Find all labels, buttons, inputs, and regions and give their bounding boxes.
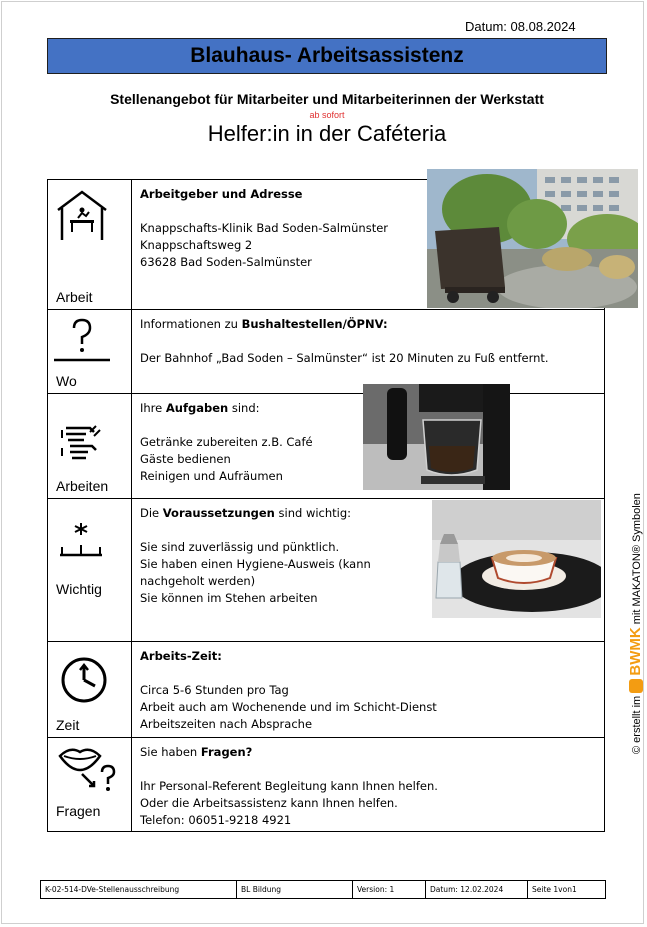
text-cell-zeit [132,642,604,737]
requirement-2: Sie haben einen Hygiene-Ausweis (kann [140,557,371,571]
ab-sofort-note: ab sofort [309,110,345,120]
question-location-icon [52,316,112,364]
heading-arbeit: Arbeitgeber und Adresse [140,187,303,201]
clinic-photo [427,169,638,308]
footer-page: Seite 1von1 [532,885,577,894]
icon-cell-arbeit [48,180,132,309]
heading-wichtig: Die Voraussetzungen sind wichtig: [140,506,352,520]
task-3: Reinigen und Aufräumen [140,469,283,483]
footer-version: Version: 1 [353,881,426,898]
requirement-1: Sie sind zuverlässig und pünktlich. [140,540,340,554]
hours-1: Circa 5-6 Stunden pro Tag [140,683,289,697]
transport-info: Der Bahnhof „Bad Soden – Salmünster“ ist 20 Minuten zu Fuß entfernt. [140,351,549,365]
task-1: Getränke zubereiten z.B. Café [140,435,313,449]
hours-2: Arbeit auch am Wochenende und im Schicht-Dienst [140,700,437,714]
bwmk-logo-icon [629,679,643,693]
address-line-1: Knappschafts-Klinik Bad Soden-Salmünster [140,221,389,235]
coffee-cup-photo [432,500,601,618]
important-icon [56,521,106,561]
icon-label-wo: Wo [56,373,77,389]
requirement-3: Sie können im Stehen arbeiten [140,591,318,605]
heading-wo: Informationen zu Bushaltestellen/ÖPNV: [140,317,388,331]
icon-label-arbeiten: Arbeiten [56,478,109,494]
icon-label-fragen: Fragen [56,803,101,819]
row-wo [48,310,604,394]
heading-fragen: Sie haben Fragen? [140,745,253,759]
contact-phone: Telefon: 06051-9218 4921 [140,813,292,827]
icon-cell-wo [48,310,132,393]
contact-2: Oder die Arbeitsassistenz kann Ihnen helfen. [140,796,398,810]
text-cell-wo [132,310,604,393]
workplace-icon [54,188,110,244]
icon-label-wichtig: Wichtig [56,581,102,597]
heading-zeit: Arbeits-Zeit: [140,649,222,663]
working-hands-icon [60,420,104,464]
document-date: Datum: 08.08.2024 [465,19,576,34]
hours-3: Arbeitszeiten nach Absprache [140,717,313,731]
side-note-text: © erstellt im BWMK mit MAKATON® Symbolen [627,493,644,754]
requirement-2-cont: nachgeholt werden) [140,574,256,588]
coffee-machine-photo [363,384,510,490]
icon-cell-arbeiten [48,394,132,498]
row-zeit [48,642,604,738]
row-arbeiten [48,394,604,499]
bwmk-brand: BWMK [627,627,644,676]
text-cell-fragen [132,738,604,831]
job-title: Helfer:in in der Caféteria [207,121,447,146]
icon-label-zeit: Zeit [56,717,80,733]
subtitle: Stellenangebot für Mitarbeiter und Mitarbeiterinnen der Werkstatt [110,91,544,107]
title-bar: Blauhaus- Arbeitsassistenz [47,38,607,74]
side-note [612,484,642,754]
icon-cell-wichtig [48,499,132,641]
row-fragen [48,738,604,831]
clock-icon [60,656,108,704]
heading-arbeiten: Ihre Aufgaben sind: [140,401,260,415]
icon-cell-fragen [48,738,132,831]
footer-date: Datum: 12.02.2024 [426,881,528,898]
address-line-3: 63628 Bad Soden-Salmünster [140,255,312,269]
icon-label-arbeit: Arbeit [56,289,93,305]
footer-doc-id: K-02-514-DVe-Stellenausschreibung [41,881,237,898]
footer-dept: BL Bildung [237,881,353,898]
footer [40,880,606,899]
task-2: Gäste bedienen [140,452,231,466]
icon-cell-zeit [48,642,132,737]
contact-1: Ihr Personal-Referent Begleitung kann Ihnen helfen. [140,779,438,793]
address-line-2: Knappschaftsweg 2 [140,238,253,252]
speaking-question-icon [56,742,122,798]
